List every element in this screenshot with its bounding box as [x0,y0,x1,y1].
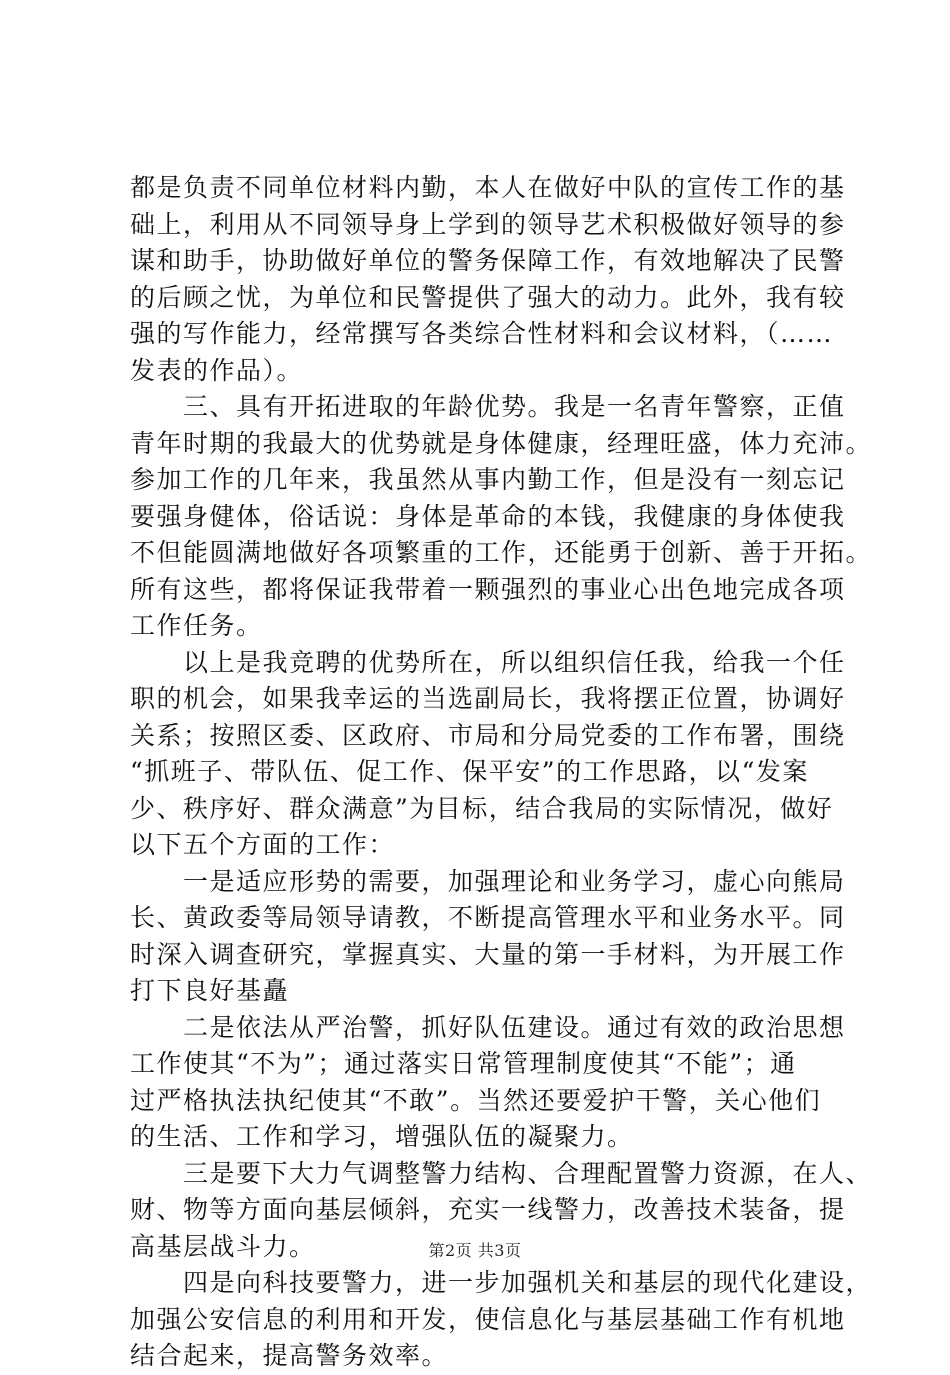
text-line: 以下五个方面的工作： [130,830,396,859]
text-line: 过严格执法执纪使其“不敢”。当然还要爱护干警，关心他们 [130,1085,822,1115]
text-line: 一是适应形势的需要，加强理论和业务学习，虚心向熊局 [130,866,846,896]
text-line: 结合起来，提高警务效率。 [130,1341,449,1370]
page-footer: 第2页 共3页 [428,1241,522,1260]
text-line: 时深入调查研究，掌握真实、大量的第一手材料，为开展工作 [130,939,846,969]
text-line: 础上，利用从不同领导身上学到的领导艺术积极做好领导的参 [130,209,846,239]
text-line: 关系；按照区委、区政府、市局和分局党委的工作布署，围绕 [130,720,846,750]
text-line: 少、秩序好、群众满意”为目标，结合我局的实际情况，做好 [130,793,834,823]
text-line: 所有这些，都将保证我带着一颗强烈的事业心出色地完成各项 [130,574,846,604]
text-line: 发表的作品）。 [130,355,304,385]
text-line: 谋和助手，协助做好单位的警务保障工作，有效地解决了民警 [130,246,846,275]
text-line: 的生活、工作和学习，增强队伍的凝聚力。 [130,1122,634,1151]
text-line: 财、物等方面向基层倾斜，充实一线警力，改善技术装备，提 [130,1195,846,1224]
text-line: 三、具有开拓进取的年龄优势。我是一名青年警察，正值 [130,392,846,421]
text-line: 强的写作能力，经常撰写各类综合性材料和会议材料，（…… [130,319,834,348]
text-line: 工作使其“不为”；通过落实日常管理制度使其“不能”；通 [130,1049,797,1078]
text-line: 要强身健体，俗话说：身体是革命的本钱，我健康的身体使我 [130,501,846,531]
text-line: 都是负责不同单位材料内勤，本人在做好中队的宣传工作的基 [130,173,846,202]
text-line: 高基层战斗力。 [130,1231,316,1261]
text-line: 工作任务。 [130,611,263,640]
text-line: 不但能圆满地做好各项繁重的工作，还能勇于创新、善于开拓。 [130,538,873,567]
text-line: 的后顾之忧，为单位和民警提供了强大的动力。此外，我有较 [130,282,846,312]
text-line: “抓班子、带队伍、促工作、保平安”的工作思路，以“发案 [130,757,809,786]
text-line: 以上是我竞聘的优势所在，所以组织信任我，给我一个任 [130,647,846,677]
text-line: 三是要下大力气调整警力结构、合理配置警力资源，在人、 [130,1158,873,1188]
text-line: 参加工作的几年来，我虽然从事内勤工作，但是没有一刻忘记 [130,465,846,494]
text-line: 打下良好基矗 [130,976,290,1005]
text-line: 四是向科技要警力，进一步加强机关和基层的现代化建设， [130,1268,873,1297]
text-line: 青年时期的我最大的优势就是身体健康，经理旺盛，体力充沛。 [130,428,873,458]
text-line: 职的机会，如果我幸运的当选副局长，我将摆正位置，协调好 [130,684,846,713]
text-line: 加强公安信息的利用和开发，使信息化与基层基础工作有机地 [130,1304,846,1334]
text-line: 长、黄政委等局领导请教，不断提高管理水平和业务水平。同 [130,903,846,932]
text-line: 二是依法从严治警，抓好队伍建设。通过有效的政治思想 [130,1012,846,1042]
document-body [130,170,873,1375]
